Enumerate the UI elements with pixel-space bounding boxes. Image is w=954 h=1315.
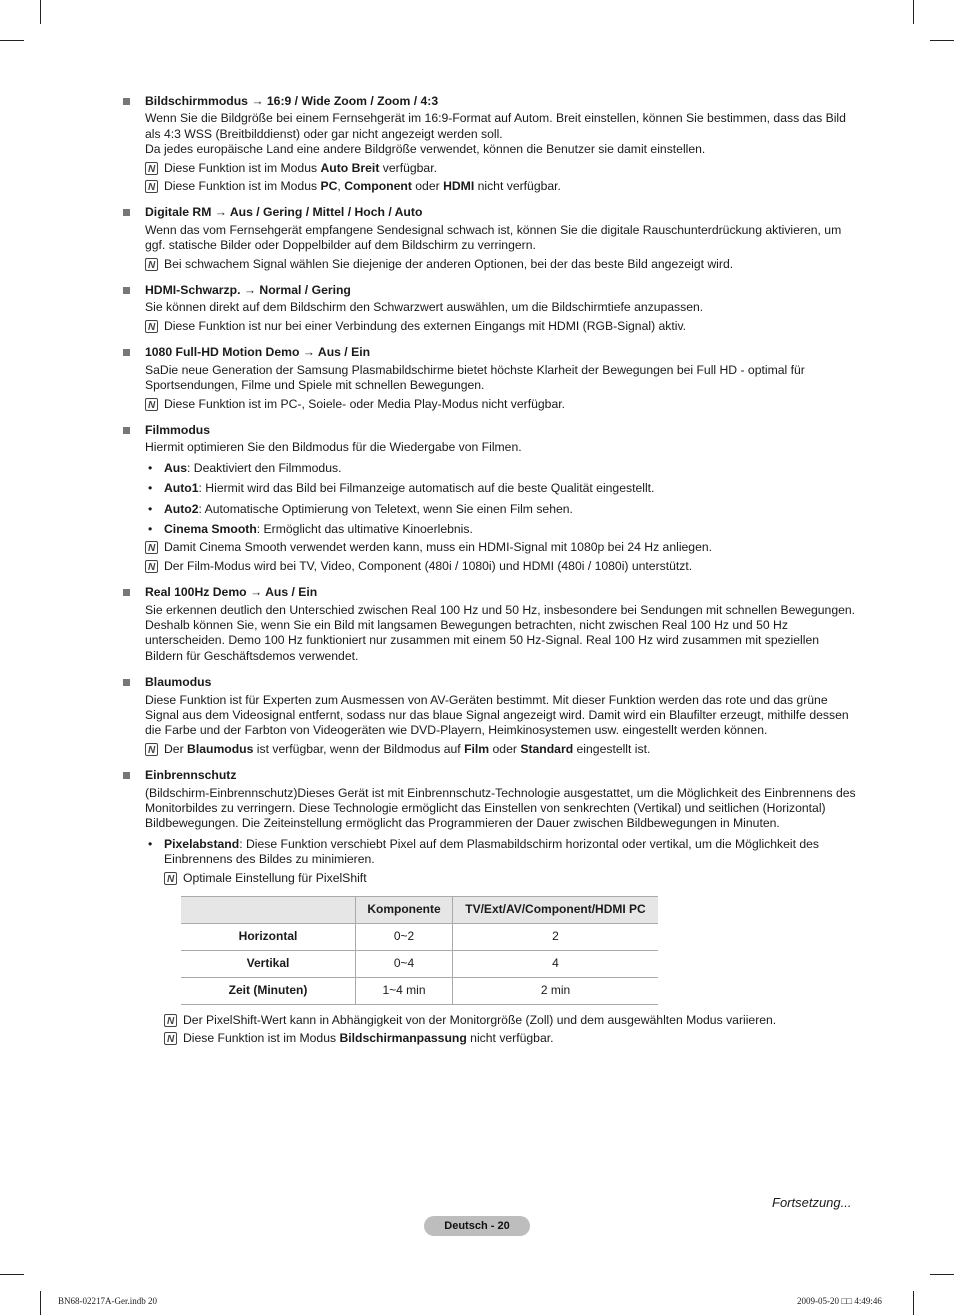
section-title: Digitale RM → Aus / Gering / Mittel / Hoch / Auto	[145, 205, 423, 220]
text-run: Der Film-Modus wird bei TV, Video, Component (480i / 1080i) und HDMI (480i / 1080i) unterstützt.	[164, 558, 693, 573]
text-run: nicht verfügbar.	[474, 179, 561, 194]
section-paragraph: Sie können direkt auf dem Bildschirm den Schwarzwert auswählen, um die Bildschirmtiefe anzupassen.	[145, 300, 704, 315]
bullet-item	[145, 522, 858, 537]
crop-mark	[0, 40, 24, 41]
bold-text: Bildschirmanpassung	[339, 1031, 467, 1046]
bold-text: Film	[464, 741, 490, 756]
footer-timestamp: 2009-05-20 □□ 4:49:46	[797, 1296, 882, 1306]
section-paragraph: Wenn das vom Fernsehgerät empfangene Sendesignal schwach ist, können Sie die digitale Rauschunterdrückung aktivieren, um ggf. statische Bilder oder Doppelbilder auf dem Bildschirm zu verringern.	[145, 222, 842, 253]
section	[122, 585, 858, 664]
bold-text: Blaumodus	[187, 741, 254, 756]
table-cell: Zeit (Minuten)	[181, 978, 356, 1005]
note-text	[164, 540, 712, 554]
bold-text: Pixelabstand	[164, 836, 240, 851]
note-text	[164, 319, 686, 333]
continuation-text: Fortsetzung...	[772, 1195, 852, 1210]
section-paragraph: Da jedes europäische Land eine andere Bildgröße verwendet, können die Benutzer sie damit einstellen.	[145, 142, 706, 157]
note-text	[164, 179, 561, 193]
section	[122, 94, 858, 194]
text-run: : Hiermit wird das Bild bei Filmanzeige automatisch auf die beste Qualität eingestellt.	[198, 481, 655, 496]
note-item	[145, 559, 858, 574]
note-icon	[145, 541, 158, 554]
square-bullet-icon	[123, 679, 130, 686]
bullet-item	[145, 461, 858, 476]
note-icon	[145, 743, 158, 756]
text-run: ist verfügbar, wenn der Bildmodus auf	[253, 741, 465, 756]
table-cell: 0~4	[356, 951, 453, 978]
crop-mark	[40, 1291, 41, 1315]
note-icon	[145, 162, 158, 175]
note-item	[164, 1031, 858, 1046]
note-item	[164, 1013, 858, 1028]
table-row	[181, 924, 658, 951]
sections-list	[122, 94, 858, 757]
bullet-item	[145, 481, 858, 496]
square-bullet-icon	[123, 589, 130, 596]
text-run: verfügbar.	[379, 160, 437, 175]
table-cell: Vertikal	[181, 951, 356, 978]
crop-mark	[913, 1291, 914, 1315]
text-run: Der	[164, 741, 188, 756]
section-paragraph: SaDie neue Generation der Samsung Plasmabildschirme bietet höchste Klarheit der Bewegungen bei Full HD - optimal für Sportsendungen, Filme und Spiele mit schnellen Bewegungen.	[145, 362, 805, 393]
section-einbrennschutz	[122, 768, 858, 1047]
note-text	[164, 559, 692, 573]
section	[122, 345, 858, 412]
text-run: oder	[489, 741, 521, 756]
note-text	[164, 397, 565, 411]
bold-text: Component	[344, 179, 412, 194]
crop-mark	[40, 0, 41, 24]
table-cell: 2	[453, 924, 659, 951]
note-text	[164, 161, 437, 175]
section	[122, 205, 858, 272]
note-item	[145, 742, 858, 757]
section-title: Einbrennschutz	[145, 768, 237, 783]
square-bullet-icon	[123, 349, 130, 356]
section-title: Real 100Hz Demo → Aus / Ein	[145, 585, 318, 600]
section	[122, 675, 858, 757]
section	[122, 283, 858, 334]
section-paragraph: Wenn Sie die Bildgröße bei einem Fernsehgerät im 16:9-Format auf Autom. Breit einstellen, können Sie bestimmen, dass das Bild als 4:3 WSS (Breitbilddienst) oder gar nicht angezeigt werden soll.	[145, 111, 846, 141]
text-run: Der PixelShift-Wert kann in Abhängigkeit von der Monitorgröße (Zoll) und dem ausgewählten Modus variieren.	[183, 1013, 777, 1028]
note-text	[183, 1013, 776, 1027]
note-item	[145, 257, 858, 272]
table-row	[181, 978, 658, 1005]
note-icon	[164, 1032, 177, 1045]
square-bullet-icon	[123, 772, 130, 779]
note-icon	[145, 560, 158, 573]
square-bullet-icon	[123, 209, 130, 216]
section-paragraph: Hiermit optimieren Sie den Bildmodus für die Wiedergabe von Filmen.	[145, 440, 522, 455]
note-icon	[145, 180, 158, 193]
note-item	[145, 540, 858, 555]
note-icon	[164, 872, 177, 885]
bold-text: Aus	[164, 460, 188, 475]
text-run: : Ermöglicht das ultimative Kinoerlebnis.	[256, 521, 473, 536]
table-header-cell: Komponente	[356, 897, 453, 924]
table-header-cell	[181, 897, 356, 924]
section-title: 1080 Full-HD Motion Demo → Aus / Ein	[145, 345, 371, 360]
section	[122, 423, 858, 574]
note-icon	[145, 320, 158, 333]
text-run: Diese Funktion ist im Modus	[164, 160, 321, 175]
text-run: Diese Funktion ist im Modus	[183, 1031, 340, 1046]
square-bullet-icon	[123, 287, 130, 294]
text-run: Diese Funktion ist im PC-, Soiele- oder Media Play-Modus nicht verfügbar.	[164, 396, 566, 411]
note-item	[145, 319, 858, 334]
section-paragraph: Diese Funktion ist für Experten zum Ausmessen von AV-Geräten bestimmt. Mit dieser Funktion werden das rote und das grüne Signal aus dem Videosignal entfernt, sodass nur das blaue Signal angezeigt wird. Damit wird ein Blaufilter erzeugt, mithilfe dessen die Farbe und der Farbton von Videogeräten wie DVD-Playern, Heimkinosystemen usw. eingestellt werden können.	[145, 692, 849, 738]
note-item	[145, 397, 858, 412]
bold-text: HDMI	[443, 179, 475, 194]
bullet-item	[145, 502, 858, 517]
text-run: oder	[411, 179, 444, 194]
note-text	[183, 1031, 554, 1045]
note-icon	[145, 258, 158, 271]
section-title: Bildschirmmodus → 16:9 / Wide Zoom / Zoom / 4:3	[145, 94, 439, 108]
text-run: eingestellt ist.	[573, 741, 651, 756]
after-notes	[164, 1013, 858, 1047]
crop-mark	[0, 1274, 24, 1275]
bold-text: PC	[320, 179, 338, 194]
section-title: HDMI-Schwarzp. → Normal / Gering	[145, 283, 351, 298]
text-run: : Automatische Optimierung von Teletext, wenn Sie einen Film sehen.	[198, 501, 573, 516]
square-bullet-icon	[123, 98, 130, 105]
manual-content	[122, 94, 858, 1058]
crop-mark	[930, 40, 954, 41]
bold-text: Cinema Smooth	[164, 521, 257, 536]
table-header-cell: TV/Ext/AV/Component/HDMI PC	[453, 897, 659, 924]
note-text: Optimale Einstellung für PixelShift	[183, 870, 367, 885]
text-run: : Diese Funktion verschiebt Pixel auf dem Plasmabildschirm horizontal oder vertikal, um die Möglichkeit des Einbrennens des Bildes zu minimieren.	[164, 836, 820, 867]
note-icon	[145, 398, 158, 411]
section-paragraph: (Bildschirm-Einbrennschutz)Dieses Gerät ist mit Einbrennschutz-Technologie ausgestattet, um die Möglichkeit des Einbrennens des Monitorbildes zu verringern. Diese Technologie ermöglicht das Einstellen von senkrechten (Vertikal) und seitlichen (Horizontal) Bildbewegungen. Die Zeiteinstellung ermöglicht das Programmieren der Dauer zwischen Bildbewegungen in Minuten.	[145, 785, 856, 831]
crop-mark	[913, 0, 914, 24]
text-run: ,	[337, 179, 345, 194]
note-item	[145, 161, 858, 176]
note-text	[164, 257, 733, 271]
text-run: nicht verfügbar.	[466, 1031, 554, 1046]
table-cell: 1~4 min	[356, 978, 453, 1005]
note-icon	[164, 1014, 177, 1027]
section-title: Filmmodus	[145, 422, 211, 437]
table-cell: 0~2	[356, 924, 453, 951]
section-paragraph: Sie erkennen deutlich den Unterschied zwischen Real 100 Hz und 50 Hz, insbesondere bei Sendungen mit schnellen Bewegungen. Deshalb können Sie, wenn Sie ein Bild mit langsamen Bewegungen betrachten, nicht zwischen Real 100 Hz und 50 Hz unterscheiden. Demo 100 Hz funktioniert nur zusammen mit einem 50 Hz-Signal. Real 100 Hz wird zusammen mit speziellen Bildern für Geschäftsdemos verwendet.	[145, 602, 856, 663]
note-item	[164, 871, 858, 886]
text-run: : Deaktiviert den Filmmodus.	[187, 460, 342, 475]
bold-text: Auto1	[164, 481, 199, 496]
section-title: Blaumodus	[145, 675, 212, 690]
bold-text: Auto2	[164, 501, 199, 516]
note-text	[164, 742, 650, 756]
table-cell: Horizontal	[181, 924, 356, 951]
table-row	[181, 951, 658, 978]
pixelshift-table	[181, 896, 658, 1005]
text-run: Damit Cinema Smooth verwendet werden kann, muss ein HDMI-Signal mit 1080p bei 24 Hz anliegen.	[164, 540, 713, 555]
table-cell: 2 min	[453, 978, 659, 1005]
table-cell: 4	[453, 951, 659, 978]
bold-text: Standard	[520, 741, 574, 756]
text-run: Bei schwachem Signal wählen Sie diejenige der anderen Optionen, bei der das beste Bild angezeigt wird.	[164, 256, 734, 271]
footer-file-info: BN68-02217A-Ger.indb 20	[58, 1296, 157, 1306]
crop-mark	[930, 1274, 954, 1275]
page-number-badge: Deutsch - 20	[424, 1216, 530, 1236]
bold-text: Auto Breit	[320, 160, 380, 175]
bullet-item	[145, 837, 858, 868]
note-item	[145, 179, 858, 194]
text-run: Diese Funktion ist nur bei einer Verbindung des externen Eingangs mit HDMI (RGB-Signal) aktiv.	[164, 318, 687, 333]
text-run: Diese Funktion ist im Modus	[164, 179, 321, 194]
square-bullet-icon	[123, 427, 130, 434]
